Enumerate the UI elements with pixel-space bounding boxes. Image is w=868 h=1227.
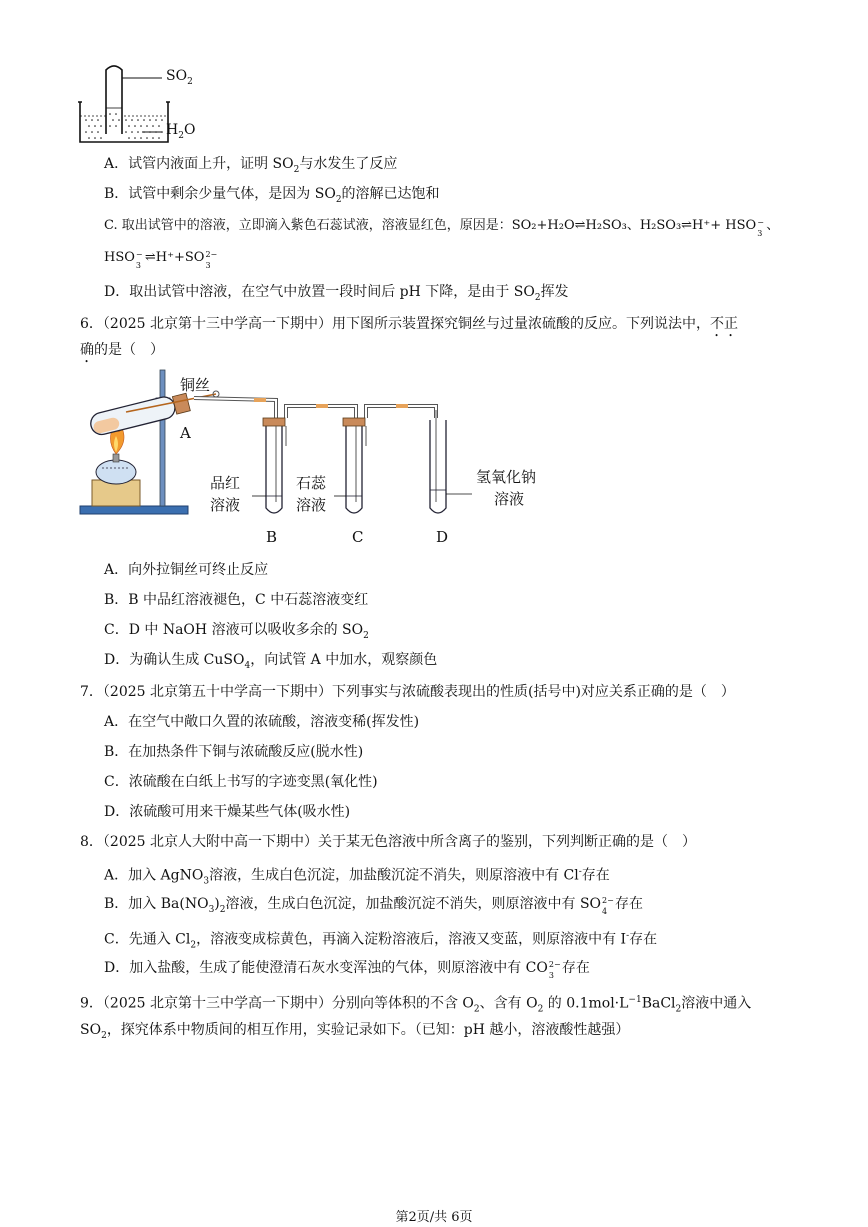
q6-stem-line1: 6．（2025 北京第十三中学高一下期中）用下图所示装置探究铜丝与过量浓硫酸的反应。下列说法中，不正 bbox=[80, 316, 738, 332]
q7-option-a[interactable]: A．在空气中敞口久置的浓硫酸，溶液变稀(挥发性) bbox=[104, 714, 420, 730]
q8-option-d[interactable]: D．加入盐酸，生成了能使澄清石灰水变浑浊的气体，则原溶液中有 CO 2− 3 存在 bbox=[104, 960, 590, 980]
naoh-label-2: 溶液 bbox=[494, 490, 525, 508]
q7-option-b[interactable]: B．在加热条件下铜与浓硫酸反应(脱水性) bbox=[104, 744, 364, 760]
q8-option-b[interactable]: B．加入 $Ba(NO_3)_2$溶液，生成白色沉淀，加盐酸沉淀不消失，则原溶液中有 SO 2− 4 存在 bbox=[104, 896, 644, 916]
q6-stem-line2: 确的是（ ） bbox=[80, 342, 164, 358]
q6-option-b[interactable]: B．B 中品红溶液褪色，C 中石蕊溶液变红 bbox=[104, 592, 369, 608]
q7-option-c[interactable]: C．浓硫酸在白纸上书写的字迹变黑(氧化性) bbox=[104, 774, 378, 790]
q5-option-d[interactable]: D．取出试管中溶液，在空气中放置一段时间后 pH 下降，是由于 $SO_2$挥发 bbox=[104, 284, 569, 303]
h2o-label: $H_2O$ bbox=[166, 122, 196, 141]
q8-option-a[interactable]: A．加入 AgNO$_3$溶液，生成白色沉淀，加盐酸沉淀不消失，则原溶液中有 Cl-存在 bbox=[104, 867, 610, 887]
copper-wire-label: 铜丝 bbox=[180, 376, 211, 394]
q9-stem-line1: 9．（2025 北京第十三中学高一下期中）分别向等体积的不含 $O_2$、含有 $O_2$ 的 $0.1mol\cdot L^{-1}BaCl_2$溶液中通入 bbox=[80, 995, 752, 1015]
tube-d-label: D bbox=[436, 528, 449, 546]
tube-a-label: A bbox=[180, 424, 191, 442]
shirui-label-1: 石蕊 bbox=[296, 474, 327, 492]
pinhong-label-2: 溶液 bbox=[210, 496, 241, 514]
pinhong-label-1: 品红 bbox=[210, 474, 241, 492]
q5-option-b[interactable]: B．试管中剩余少量气体，是因为 $SO_2$的溶解已达饱和 bbox=[104, 186, 440, 205]
q8-stem: 8．（2025 北京人大附中高一下期中）关于某无色溶液中所含离子的鉴别，下列判断正确的是（ ） bbox=[80, 834, 696, 850]
q8-option-c[interactable]: C．先通入 $Cl_2$，溶液变成棕黄色，再滴入淀粉溶液后，溶液又变蓝，则原溶液中有 I-存在 bbox=[104, 931, 658, 951]
q7-stem: 7．（2025 北京第五十中学高一下期中）下列事实与浓硫酸表现出的性质(括号中)对应关系正确的是（ ） bbox=[80, 684, 735, 700]
q6-option-c[interactable]: C．D 中 NaOH 溶液可以吸收多余的 $SO_2$ bbox=[104, 622, 369, 641]
tube-c-label: C bbox=[352, 528, 364, 546]
q5-option-a[interactable]: A．试管内液面上升，证明 $SO_2$与水发生了反应 bbox=[104, 156, 398, 175]
q5-option-c-line2: HSO − 3 ⇌H⁺+SO 2− 3 bbox=[104, 249, 218, 270]
tube-b-label: B bbox=[266, 528, 278, 546]
q7-option-d[interactable]: D．浓硫酸可用来干燥某些气体(吸水性) bbox=[104, 804, 351, 820]
q5-option-c-line1[interactable]: C. 取出试管中的溶液，立即滴入紫色石蕊试液，溶液显红色，原因是：SO₂+H₂O⇌H₂SO₃、H₂SO₃⇌H⁺+ HSO − 3 、 bbox=[104, 217, 780, 238]
shirui-label-2: 溶液 bbox=[296, 496, 327, 514]
so2-label: $SO_2$ bbox=[166, 68, 193, 87]
q6-option-d[interactable]: D．为确认生成 CuSO$_4$，向试管 A 中加水，观察颜色 bbox=[104, 652, 438, 671]
q9-stem-line2: $SO_2$，探究体系中物质间的相互作用，实验记录如下。（已知：pH 越小，溶液酸性越强） bbox=[80, 1022, 630, 1041]
naoh-label-1: 氢氧化钠 bbox=[476, 468, 537, 486]
page-footer: 第2页/共 6页 bbox=[395, 1210, 473, 1225]
q6-option-a[interactable]: A．向外拉铜丝可终止反应 bbox=[104, 562, 269, 578]
